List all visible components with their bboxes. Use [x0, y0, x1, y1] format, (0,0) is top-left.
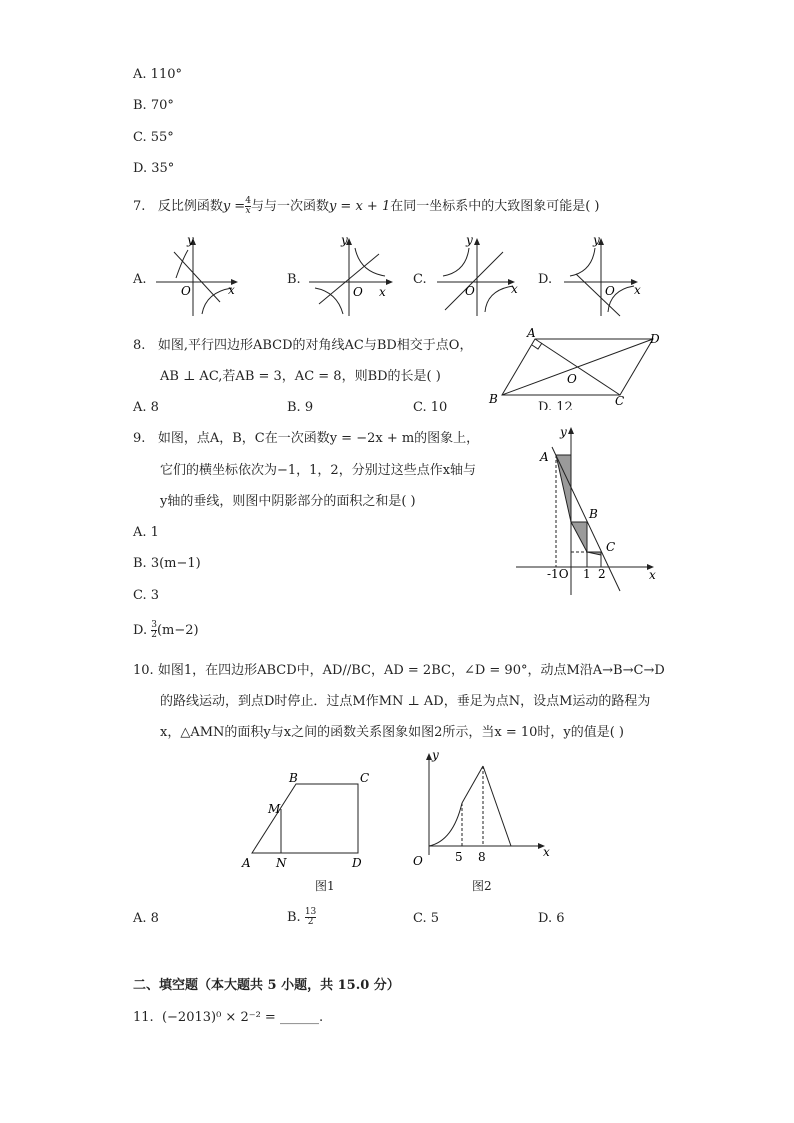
q7-fraction: $\frac{4}{x}$: [245, 196, 251, 216]
point-c: C: [360, 771, 370, 785]
point-c: C: [615, 394, 625, 408]
q7-label-b: B.: [287, 272, 301, 287]
point-c: C: [606, 540, 616, 554]
q9-option-a: A. 1: [133, 525, 159, 540]
y-axis-label: y: [432, 748, 439, 762]
y-axis-label: y: [187, 233, 194, 247]
y-axis-label: y: [593, 233, 600, 247]
q9-option-c: C. 3: [133, 588, 160, 603]
q10-option-b: B. $\frac{13}{2}$: [287, 907, 317, 927]
q8-line1: 8. 如图,平行四边形ABCD的对角线AC与BD相交于点O，: [133, 338, 473, 353]
q10-option-a: A. 8: [133, 911, 159, 926]
q8-parallelogram-figure: [485, 325, 665, 410]
q10-line2: 的路线运动，到点D时停止．过点M作MN ⊥ AD，垂足为点N，设点M运动的路程为: [160, 694, 651, 709]
section-2-title: 二、填空题（本大题共 5 小题，共 15.0 分）: [133, 978, 400, 993]
q11: 11. (−2013)⁰ × 2⁻² = ______.: [133, 1010, 324, 1025]
q9-option-b: B. 3(m−1): [133, 556, 201, 571]
tick-1: 1: [583, 567, 591, 581]
q10-b-fraction: $\frac{13}{2}$: [304, 907, 317, 927]
point-a: A: [540, 450, 549, 464]
origin-label: O: [605, 284, 615, 298]
x-axis-label: x: [543, 845, 550, 859]
point-b: B: [489, 392, 498, 406]
q9-linear-function-figure: [510, 425, 670, 595]
point-n: N: [276, 856, 287, 870]
x-axis-label: x: [511, 282, 518, 296]
q9-d-fraction: $\frac{3}{2}$: [151, 620, 157, 640]
q10-line3: x，△AMN的面积y与x之间的函数关系图象如图2所示，当x = 10时，y的值是( ): [160, 725, 625, 740]
y-axis-label: y: [341, 233, 348, 247]
point-m: M: [268, 802, 281, 816]
q7-stem: 7. 反比例函数y = $\frac{4}{x}$ 与与一次函数y = x + 1在同一坐标系中的大致图象可能是( ): [133, 196, 600, 216]
q10-figure-1: [238, 768, 378, 873]
q10-figure-2: [405, 745, 555, 870]
tick-2: 2: [598, 567, 606, 581]
q6-option-c: C. 55°: [133, 130, 174, 145]
q7-label-c: C.: [413, 272, 427, 287]
q7-graph-b: [305, 232, 405, 317]
q7-label-a: A.: [133, 272, 147, 287]
y-axis-label: y: [560, 425, 567, 439]
q7-graph-a: [150, 232, 250, 317]
figure-1-caption: 图1: [315, 879, 335, 893]
q7-graph-c: [433, 232, 533, 317]
q8-option-a: A. 8: [133, 400, 159, 415]
origin-label: -1O: [547, 567, 569, 581]
x-axis-label: x: [228, 283, 235, 297]
q10-option-d: D. 6: [538, 911, 565, 926]
q8-option-b: B. 9: [287, 400, 314, 415]
y-axis-label: y: [466, 233, 473, 247]
x-axis-label: x: [379, 285, 386, 299]
point-b: B: [289, 771, 298, 785]
tick-8: 8: [478, 850, 486, 864]
origin-label: O: [181, 284, 191, 298]
q7-graph-d: [560, 232, 660, 317]
q10-line1: 10. 如图1，在四边形ABCD中，AD//BC，AD = 2BC，∠D = 90°，动点M沿A→B→C→D: [133, 663, 665, 678]
q7-label-d: D.: [538, 272, 553, 287]
point-a: A: [527, 326, 536, 340]
q6-option-d: D. 35°: [133, 161, 175, 176]
x-axis-label: x: [634, 283, 641, 297]
origin-label: O: [413, 854, 423, 868]
origin-label: O: [353, 285, 363, 299]
x-axis-label: x: [649, 568, 656, 582]
point-d: D: [352, 856, 362, 870]
q8-line2: AB ⊥ AC,若AB = 3，AC = 8，则BD的长是( ): [160, 369, 441, 384]
q9-line2: 它们的横坐标依次为−1，1，2，分别过这些点作x轴与: [160, 463, 477, 478]
point-d: D: [650, 332, 660, 346]
q9-line1: 9. 如图，点A，B，C在一次函数y = −2x + m的图象上，: [133, 431, 480, 446]
point-o: O: [567, 372, 577, 386]
q10-option-c: C. 5: [413, 911, 440, 926]
origin-label: O: [465, 284, 475, 298]
q6-option-b: B. 70°: [133, 98, 174, 113]
figure-2-caption: 图2: [472, 879, 492, 893]
point-b: B: [589, 507, 598, 521]
q8-option-c: C. 10: [413, 400, 448, 415]
q8-option-d: D. 12: [538, 400, 573, 410]
q9-line3: y轴的垂线，则图中阴影部分的面积之和是( ): [160, 494, 416, 509]
point-a: A: [242, 856, 251, 870]
tick-5: 5: [455, 850, 463, 864]
q9-option-d: D. $\frac{3}{2}$ (m−2): [133, 620, 199, 640]
q6-option-a: A. 110°: [133, 67, 182, 82]
